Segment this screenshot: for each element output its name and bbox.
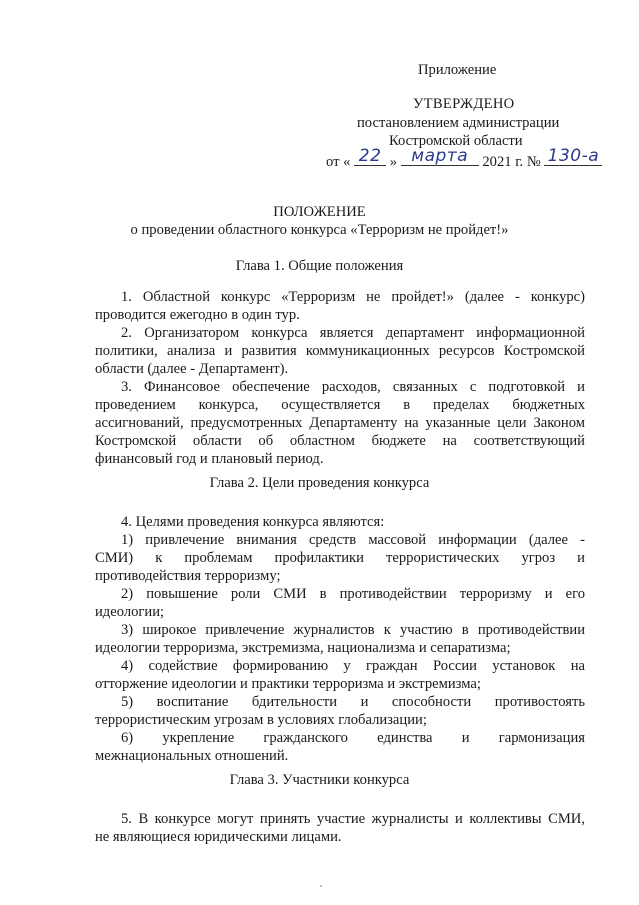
chapter2-line: 3) широкое привлечение журналистов к участию в противодействии <box>121 622 585 638</box>
chapter1-line: Костромской области об областном бюджете на соответствующий <box>95 433 585 449</box>
day-value: 22 <box>358 146 382 166</box>
chapter2-line: идеологии терроризма, экстремизма, национализма и сепаратизма; <box>95 640 511 656</box>
chapter1-line: проводится ежегодно в один тур. <box>95 307 300 323</box>
region-label: Костромской области <box>389 133 523 149</box>
number-field <box>544 146 602 166</box>
chapter1-line: ассигнований, предусмотренных Департаменту на указанные цели Законом <box>95 415 585 431</box>
chapter3-heading: Глава 3. Участники конкурса <box>229 772 410 788</box>
chapter1-line: политики, анализа и развития коммуникационных ресурсов Костромской <box>95 343 585 359</box>
appendix-label: Приложение <box>418 62 497 78</box>
chapter1-line: 3. Финансовое обеспечение расходов, связанных с подготовкой и <box>121 379 585 395</box>
chapter2-line: 4. Целями проведения конкурса являются: <box>121 514 385 530</box>
document-subtitle: о проведении областного конкурса «Терроризм не пройдет!» <box>130 222 509 238</box>
decree-label: постановлением администрации <box>357 115 560 131</box>
quote-close: » <box>389 154 398 170</box>
month-field <box>401 146 479 166</box>
chapter1-line: проведением конкурса, осуществляется в пределах бюджетных <box>95 397 585 413</box>
document-title: ПОЛОЖЕНИЕ <box>273 204 366 220</box>
chapter2-line: межнациональных отношений. <box>95 748 289 764</box>
chapter2-heading: Глава 2. Цели проведения конкурса <box>209 475 430 491</box>
day-field <box>354 146 386 166</box>
chapter2-line: 6) укрепление гражданского единства и гармонизация <box>121 730 585 746</box>
chapter2-line: противодействия терроризму; <box>95 568 281 584</box>
number-value: 130-а <box>547 146 600 166</box>
chapter2-line: идеологии; <box>95 604 165 620</box>
year-number-label: 2021 г. № <box>482 154 541 170</box>
decree-date-line <box>326 146 602 171</box>
chapter3-line: не являющиеся юридическими лицами. <box>95 829 342 845</box>
chapter1-line: области (далее - Департамент). <box>95 361 289 377</box>
date-prefix: от « <box>326 154 351 170</box>
chapter2-line: СМИ) к проблемам профилактики террористических угроз и <box>95 550 585 566</box>
chapter2-line: террористическим угрозам в условиях глобализации; <box>95 712 427 728</box>
chapter2-line: 2) повышение роли СМИ в противодействии терроризму и его <box>121 586 585 602</box>
chapter3-line: 5. В конкурсе могут принять участие журналисты и коллективы СМИ, <box>121 811 585 827</box>
chapter2-line: 5) воспитание бдительности и способности противостоять <box>121 694 585 710</box>
chapter2-line: 4) содействие формированию у граждан России установок на <box>121 658 585 674</box>
approved-label: УТВЕРЖДЕНО <box>413 96 515 112</box>
chapter2-line: отторжение идеологии и практики терроризма и экстремизма; <box>95 676 481 692</box>
chapter1-heading: Глава 1. Общие положения <box>235 258 404 274</box>
chapter2-line: 1) привлечение внимания средств массовой информации (далее - <box>121 532 585 548</box>
chapter1-line: финансовый год и плановый период. <box>95 451 324 467</box>
scan-speck <box>320 885 322 887</box>
chapter1-line: 1. Областной конкурс «Терроризм не пройдет!» (далее - конкурс) <box>121 289 585 305</box>
chapter1-line: 2. Организатором конкурса является департамент информационной <box>121 325 585 341</box>
month-value: марта <box>411 146 469 166</box>
